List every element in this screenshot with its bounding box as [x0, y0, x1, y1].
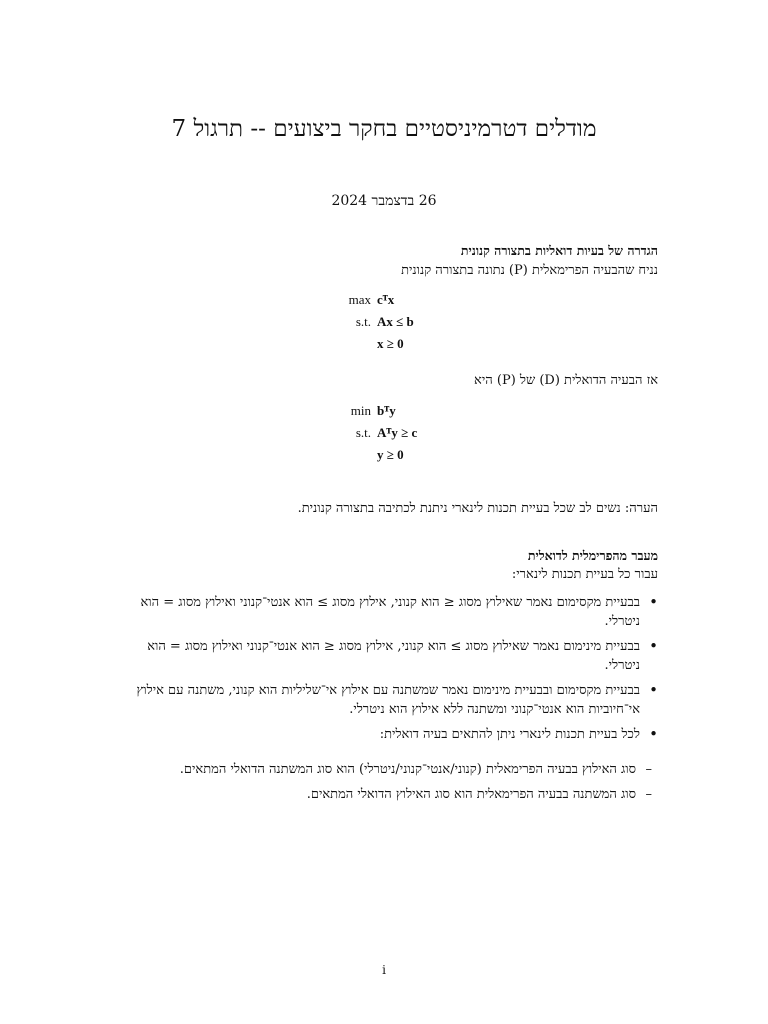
correspondence-sublist: [110, 760, 658, 810]
dual-constraint-label: s.t.: [355, 425, 371, 440]
primal-constraint: [336, 314, 414, 336]
document-title: מודלים דטרמיניסטיים בחקר ביצועים -- תרגול 7: [171, 116, 597, 142]
rules-list: [110, 593, 658, 750]
section-heading-canonical-duality: הגדרה של בעיות דואליות בתצורה קנונית: [460, 243, 658, 258]
dual-nonnegativity-expr: y ≥ 0: [377, 447, 404, 462]
page-number: i: [382, 963, 386, 977]
primal-constraint-expr: Ax ≤ b: [377, 314, 414, 329]
primal-to-dual-intro: עבור כל בעיית תכנות לינארי:: [511, 567, 658, 582]
list-item: • בבעיית מקסימום נאמר שאילוץ מסוג ≤ הוא קנוני, אילוץ מסוג ≥ הוא אנטי־קנוני ואילוץ מסוג = הוא ניטרלי.: [110, 593, 658, 631]
dual-problem: [336, 403, 417, 469]
primal-objective-label: max: [348, 292, 371, 307]
list-item: – סוג המשתנה בבעיה הפרימאלית הוא סוג האילוץ הדואלי המתאים.: [110, 785, 658, 804]
dual-objective: [336, 403, 417, 425]
primal-problem: [336, 292, 414, 358]
list-item: • בבעיית מינימום נאמר שאילוץ מסוג ≥ הוא קנוני, אילוץ מסוג ≤ הוא אנטי־קנוני ואילוץ מסוג = הוא ניטרלי.: [110, 637, 658, 675]
primal-nonnegativity-expr: x ≥ 0: [377, 336, 404, 351]
list-item: – סוג האילוץ בבעיה הפרימאלית (קנוני/אנטי־קנוני/ניטרלי) הוא סוג המשתנה הדואלי המתאים.: [110, 760, 658, 779]
list-item: • בבעיית מקסימום ובבעיית מינימום נאמר שמשתנה עם אילוץ אי־שליליות הוא קנוני, משתנה עם אילוץ אי־חיוביות הוא אנטי־קנוני ומשתנה ללא אילוץ הוא ניטרלי.: [110, 681, 658, 719]
section-heading-primal-to-dual: מעבר מהפרימלית לדואלית: [527, 548, 658, 563]
dual-nonnegativity: [336, 447, 417, 469]
primal-intro: נניח שהבעיה הפרימאלית (P) נתונה בתצורה קנונית: [401, 263, 658, 278]
dual-constraint-expr: Aᵀy ≥ c: [377, 425, 418, 440]
dual-objective-label: min: [350, 403, 371, 418]
list-item: • לכל בעיית תכנות לינארי ניתן להתאים בעיה דואלית:: [110, 725, 658, 744]
dual-objective-expr: bᵀy: [377, 403, 396, 418]
primal-nonnegativity: [336, 336, 414, 358]
canonical-note: הערה: נשים לב שכל בעיית תכנות לינארי ניתנת לכתיבה בתצורה קנונית.: [297, 501, 658, 516]
document-date: 26 בדצמבר 2024: [331, 193, 437, 209]
dual-constraint: [336, 425, 417, 447]
primal-objective-expr: cᵀx: [377, 292, 395, 307]
primal-objective: [336, 292, 414, 314]
dual-intro: אז הבעיה הדואלית (D) של (P) היא: [474, 373, 658, 388]
primal-constraint-label: s.t.: [355, 314, 371, 329]
